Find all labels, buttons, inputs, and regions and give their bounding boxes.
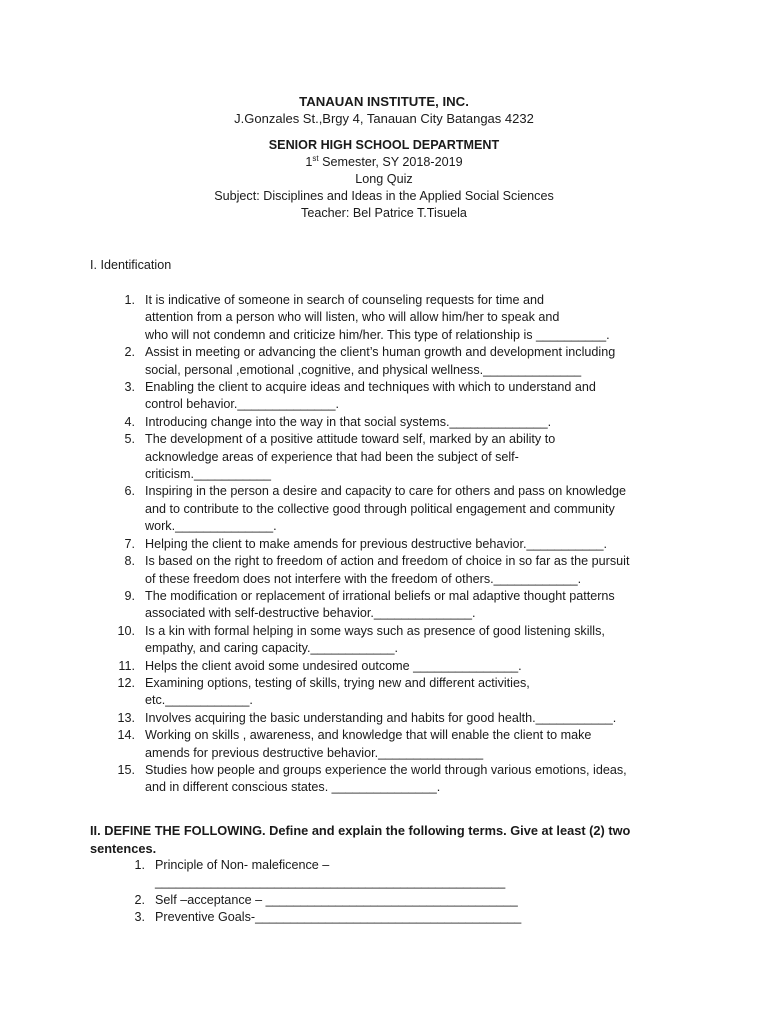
item-number: 3. [124, 380, 135, 395]
item-number: 12. [117, 675, 135, 690]
item-text-line: Assist in meeting or advancing the client’s human growth and development including [145, 345, 616, 360]
item-text-line: Inspiring in the person a desire and capacity to care for others and pass on knowledge [145, 484, 626, 499]
item-text-line: Introducing change into the way in that social systems.______________. [145, 414, 552, 429]
item-number: 8. [124, 554, 135, 569]
semester-text: Semester, SY 2018-2019 [318, 155, 463, 169]
item-text [145, 658, 685, 675]
institution-name: TANAUAN INSTITUTE, INC. [299, 94, 469, 109]
item-text [155, 857, 575, 892]
item-text-line: associated with self-destructive behavior.______________. [145, 606, 476, 621]
identification-item [0, 675, 685, 710]
item-number: 9. [124, 588, 135, 603]
item-text [145, 379, 685, 414]
item-text [145, 414, 685, 431]
item-number: 5. [124, 432, 135, 447]
item-text-line: Preventive Goals-______________________________________ [155, 910, 522, 925]
identification-item [0, 344, 685, 379]
item-text [145, 431, 685, 483]
identification-item [0, 483, 685, 535]
item-text [155, 909, 575, 926]
department-name: SENIOR HIGH SCHOOL DEPARTMENT [268, 138, 500, 152]
item-text-line: Enabling the client to acquire ideas and techniques with which to understand and [145, 380, 596, 395]
item-number: 11. [118, 658, 135, 673]
item-text [145, 483, 685, 535]
item-text-line: attention from a person who will listen, who will allow him/her to speak and [145, 310, 560, 325]
identification-item [0, 414, 685, 431]
item-text-line: social, personal ,emotional ,cognitive, and physical wellness.______________ [145, 362, 582, 377]
item-text [145, 710, 685, 727]
item-number: 4. [124, 414, 135, 429]
identification-item [0, 292, 685, 344]
item-number: 7. [124, 536, 135, 551]
identification-item [0, 658, 685, 675]
item-text-line: The development of a positive attitude toward self, marked by an ability to [145, 432, 556, 447]
item-text-line: The modification or replacement of irrational beliefs or mal adaptive thought patterns [145, 588, 615, 603]
item-text-line: etc.____________. [145, 693, 253, 708]
define-item [0, 909, 575, 926]
item-text [145, 727, 685, 762]
identification-item [0, 762, 685, 797]
item-number: 3. [134, 910, 145, 925]
item-text-line: __________________________________________________ [155, 875, 506, 890]
subject-line: Subject: Disciplines and Ideas in the Applied Social Sciences [214, 189, 554, 203]
identification-item [0, 710, 685, 727]
item-text-line: Principle of Non- maleficence – [155, 858, 330, 872]
teacher-line: Teacher: Bel Patrice T.Tisuela [301, 206, 467, 220]
item-text-line: Self –acceptance – ____________________________________ [155, 892, 518, 907]
identification-item [0, 727, 685, 762]
item-text-line: criticism.___________ [145, 467, 272, 482]
item-number: 2. [134, 892, 145, 907]
item-text-line: It is indicative of someone in search of counseling requests for time and [145, 293, 545, 307]
item-text-line: amends for previous destructive behavior._______________ [145, 745, 484, 760]
item-text-line: and to contribute to the collective good through political engagement and community [145, 501, 615, 516]
item-text-line: control behavior.______________. [145, 397, 339, 412]
identification-item [0, 623, 685, 658]
item-text [145, 292, 685, 344]
item-text [145, 623, 685, 658]
item-text [145, 588, 685, 623]
item-number: 10. [117, 623, 135, 638]
semester-ordinal: st [312, 154, 319, 163]
identification-item [0, 588, 685, 623]
identification-list [0, 292, 685, 797]
item-text-line: and in different conscious states. _______________. [145, 780, 441, 795]
item-text-line: Is based on the right to freedom of action and freedom of choice in so far as the pursuit [145, 554, 630, 569]
identification-item [0, 379, 685, 414]
item-text [145, 344, 685, 379]
item-number: 1. [124, 293, 135, 307]
item-text [145, 675, 685, 710]
item-text [145, 762, 685, 797]
identification-item [0, 553, 685, 588]
section-define-title-line2: sentences. [90, 840, 157, 856]
item-text-line: acknowledge areas of experience that had been the subject of self- [145, 449, 519, 464]
section-define-title [90, 822, 690, 857]
item-number: 2. [124, 345, 135, 360]
item-text-line: Helping the client to make amends for previous destructive behavior.___________. [145, 536, 608, 551]
item-text-line: Working on skills , awareness, and knowledge that will enable the client to make [145, 728, 592, 743]
item-number: 14. [117, 728, 135, 743]
institution-address: J.Gonzales St.,Brgy 4, Tanauan City Batangas 4232 [234, 111, 534, 126]
item-text-line: Studies how people and groups experience the world through various emotions, ideas, [145, 762, 627, 777]
item-text-line: who will not condemn and criticize him/her. This type of relationship is __________. [145, 327, 610, 342]
define-list [0, 857, 575, 927]
define-item [0, 857, 575, 892]
item-number: 13. [117, 710, 135, 725]
item-number: 1. [134, 858, 145, 872]
item-number: 15. [117, 762, 135, 777]
item-text-line: empathy, and caring capacity.____________. [145, 641, 398, 656]
item-text-line: Examining options, testing of skills, trying new and different activities, [145, 675, 530, 690]
semester-line [0, 154, 768, 171]
section-define-title-line1: II. DEFINE THE FOLLOWING. Define and explain the following terms. Give at least (2) two [90, 823, 631, 838]
semester-number: 1 [305, 155, 313, 169]
identification-item [0, 536, 685, 553]
item-number: 6. [124, 484, 135, 499]
define-item [0, 892, 575, 909]
item-text [145, 536, 685, 553]
item-text-line: of these freedom does not interfere with the freedom of others.____________. [145, 571, 582, 586]
item-text-line: Helps the client avoid some undesired outcome _______________. [145, 658, 522, 673]
section-identification-title: I. Identification [90, 258, 172, 272]
item-text [145, 553, 685, 588]
item-text-line: Involves acquiring the basic understanding and habits for good health.___________. [145, 710, 617, 725]
item-text [155, 892, 575, 909]
item-text-line: work.______________. [145, 519, 277, 534]
item-text-line: Is a kin with formal helping in some ways such as presence of good listening skills, [145, 623, 605, 638]
identification-item [0, 431, 685, 483]
quiz-type: Long Quiz [355, 172, 413, 186]
